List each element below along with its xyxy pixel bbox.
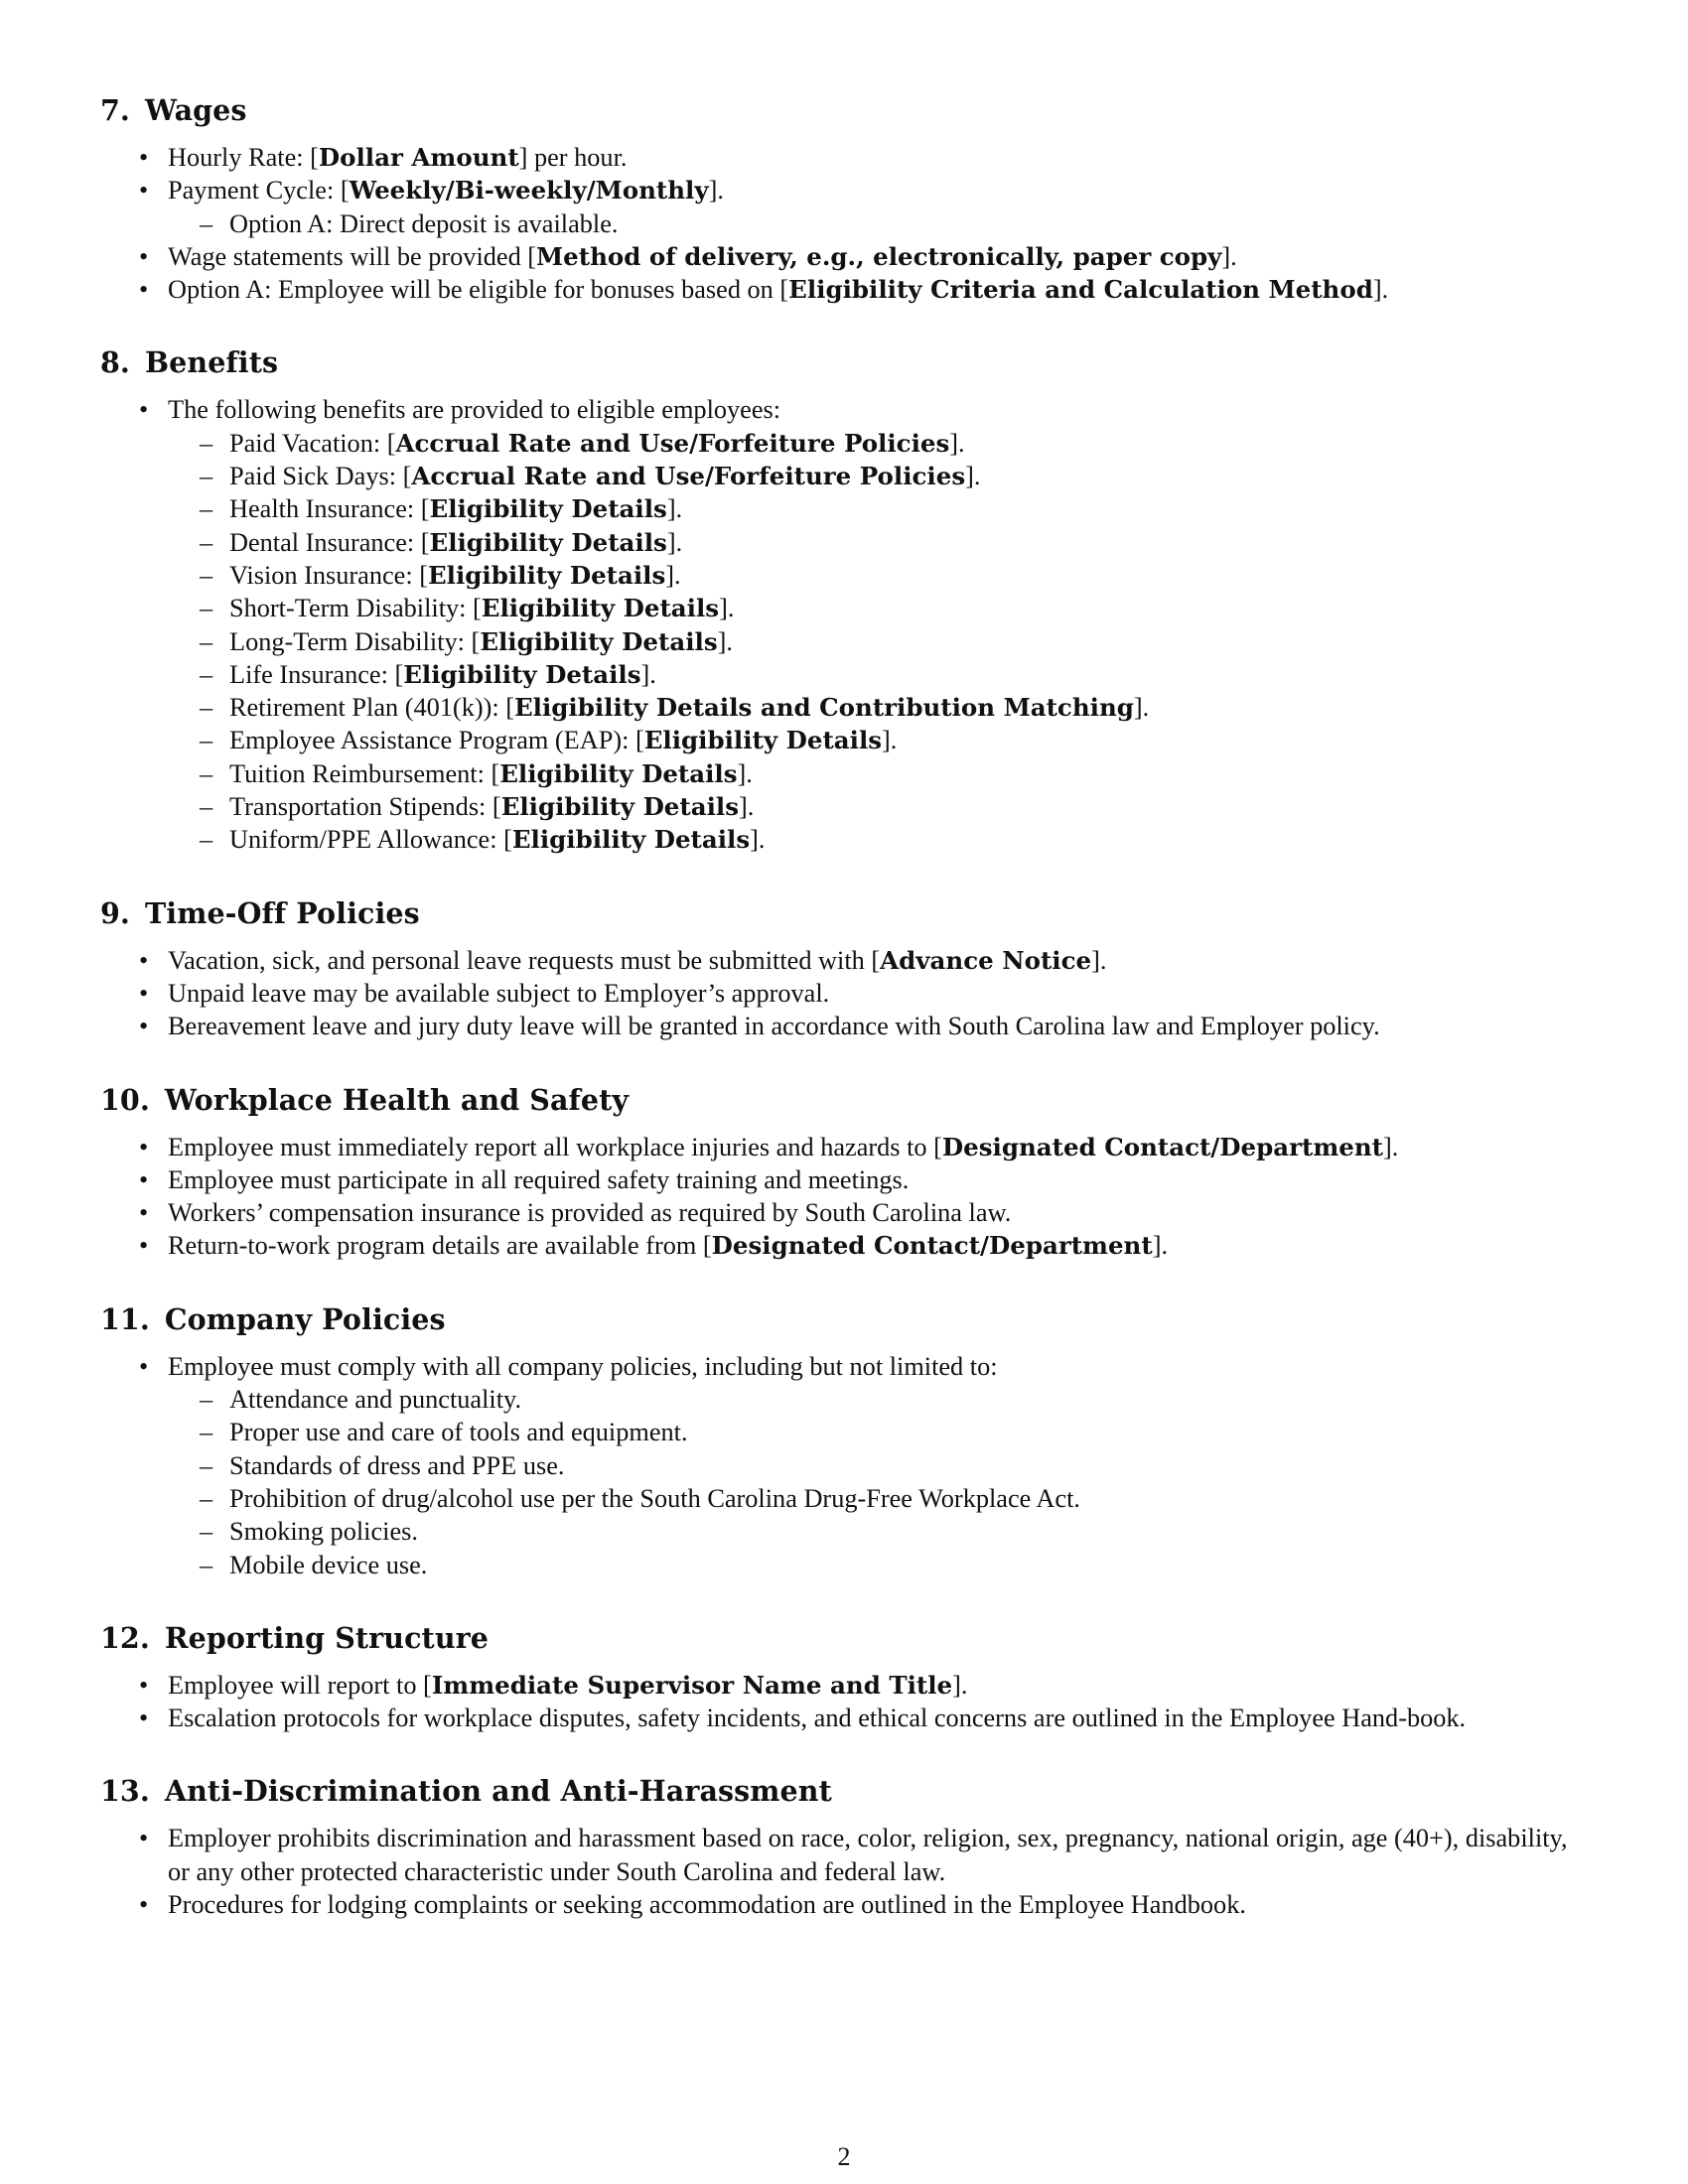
text-run: Return-to-work program details are available from [	[168, 1231, 712, 1261]
section-title: Wages	[144, 93, 247, 127]
placeholder-field: Method of delivery, e.g., electronically, paper copy	[536, 241, 1222, 271]
sub-list-item	[100, 427, 1595, 460]
placeholder-field: Eligibility Details	[429, 494, 667, 524]
text-run: ].	[666, 494, 683, 524]
bullet-icon: •	[139, 176, 149, 205]
placeholder-field: Designated Contact/Department	[941, 1132, 1383, 1161]
dash-icon: –	[200, 1483, 213, 1513]
text-run: Wage statements will be provided [	[168, 241, 537, 271]
dash-icon: –	[200, 1450, 213, 1480]
sub-list-item	[100, 526, 1595, 559]
text-run: Procedures for lodging complaints or seeking accommodation are outlined in the Employee Handbook.	[168, 1889, 1246, 1919]
list-item	[100, 1888, 1595, 1921]
section-heading	[100, 894, 1595, 932]
list-item	[100, 393, 1595, 856]
text-run: Employee Assistance Program (EAP): [	[229, 726, 644, 755]
text-run: Standards of dress and PPE use.	[229, 1450, 565, 1480]
list-item	[100, 174, 1595, 240]
text-run: Hourly Rate: [	[168, 143, 319, 172]
section	[100, 343, 1595, 856]
dash-icon: –	[200, 462, 213, 491]
section-number: 11.	[100, 1301, 150, 1336]
list-item	[100, 1822, 1595, 1888]
dash-icon: –	[200, 758, 213, 788]
dash-icon: –	[200, 1418, 213, 1447]
bullet-list	[100, 141, 1595, 306]
text-run: ].	[665, 560, 681, 590]
text-run: Workers’ compensation insurance is provided as required by South Carolina law.	[168, 1198, 1012, 1228]
list-item	[100, 1131, 1595, 1163]
section-title: Workplace Health and Safety	[164, 1082, 630, 1117]
sub-list-item	[100, 691, 1595, 724]
bullet-icon: •	[139, 1012, 149, 1041]
sub-list-item	[100, 207, 1595, 240]
text-run: Unpaid leave may be available subject to Employer’s approval.	[168, 978, 830, 1008]
list-item	[100, 1229, 1595, 1262]
list-item	[100, 1196, 1595, 1229]
text-run: Proper use and care of tools and equipment.	[229, 1418, 688, 1447]
bullet-icon: •	[139, 978, 149, 1008]
text-run: ].	[965, 462, 981, 491]
section-number: 7.	[100, 93, 130, 127]
bullet-icon: •	[139, 1132, 149, 1161]
section-title: Benefits	[144, 345, 279, 380]
dash-icon: –	[200, 792, 213, 822]
section-heading	[100, 1619, 1595, 1657]
dash-icon: –	[200, 693, 213, 723]
text-run: ].	[952, 1670, 968, 1700]
bullet-icon: •	[139, 1704, 149, 1733]
text-run: Retirement Plan (401(k)): [	[229, 693, 514, 723]
text-run: ].	[1091, 945, 1107, 975]
text-run: ].	[1133, 693, 1150, 723]
section-title: Time-Off Policies	[144, 895, 420, 930]
dash-icon: –	[200, 494, 213, 524]
page-number: 2	[837, 2142, 851, 2171]
text-run: Tuition Reimbursement: [	[229, 758, 500, 788]
bullet-icon: •	[139, 241, 149, 271]
list-item	[100, 1669, 1595, 1702]
text-run: ].	[1372, 275, 1389, 305]
list-item	[100, 1702, 1595, 1734]
sub-list-item	[100, 724, 1595, 756]
bullet-icon: •	[139, 275, 149, 305]
text-run: Short-Term Disability: [	[229, 594, 482, 623]
text-run: Prohibition of drug/alcohol use per the South Carolina Drug-Free Workplace Act.	[229, 1483, 1080, 1513]
text-run: ].	[1221, 241, 1237, 271]
section-heading	[100, 1772, 1595, 1810]
section-heading	[100, 343, 1595, 381]
sub-list-item	[100, 823, 1595, 856]
bullet-icon: •	[139, 395, 149, 425]
dash-icon: –	[200, 726, 213, 755]
list-item	[100, 1350, 1595, 1581]
text-run: Transportation Stipends: [	[229, 792, 501, 822]
dash-icon: –	[200, 825, 213, 855]
section-number: 9.	[100, 895, 130, 930]
text-run: Employee must participate in all required safety training and meetings.	[168, 1164, 910, 1194]
section-heading	[100, 1300, 1595, 1338]
text-run: The following benefits are provided to eligible employees:	[168, 395, 781, 425]
text-run: ].	[708, 176, 724, 205]
sub-list-item	[100, 592, 1595, 624]
list-item	[100, 1163, 1595, 1196]
placeholder-field: Eligibility Details	[499, 758, 738, 788]
sub-list-item	[100, 658, 1595, 691]
text-run: Vacation, sick, and personal leave requests must be submitted with [	[168, 945, 881, 975]
bullet-list	[100, 393, 1595, 856]
bullet-list	[100, 1131, 1595, 1263]
dash-icon: –	[200, 527, 213, 557]
text-run: ].	[737, 758, 753, 788]
sub-list-item	[100, 1482, 1595, 1515]
section	[100, 894, 1595, 1043]
section	[100, 91, 1595, 306]
text-run: Bereavement leave and jury duty leave will be granted in accordance with South Carolina law and Employer policy.	[168, 1012, 1380, 1041]
sub-list-item	[100, 492, 1595, 525]
section-number: 8.	[100, 345, 130, 380]
section-heading	[100, 91, 1595, 129]
placeholder-field: Eligibility Details	[511, 825, 751, 855]
placeholder-field: Immediate Supervisor Name and Title	[431, 1670, 953, 1700]
placeholder-field: Eligibility Details	[427, 560, 666, 590]
bullet-icon: •	[139, 1198, 149, 1228]
bullet-icon: •	[139, 143, 149, 172]
dash-icon: –	[200, 594, 213, 623]
dash-icon: –	[200, 626, 213, 656]
text-run: ].	[719, 594, 735, 623]
bullet-icon: •	[139, 1231, 149, 1261]
placeholder-field: Eligibility Details	[429, 527, 667, 557]
bullet-list	[100, 1822, 1595, 1921]
text-run: Health Insurance: [	[229, 494, 430, 524]
list-item	[100, 977, 1595, 1010]
sub-list-item	[100, 1416, 1595, 1448]
text-run: ].	[739, 792, 755, 822]
list-item	[100, 273, 1595, 306]
text-run: ] per hour.	[518, 143, 628, 172]
sub-list-item	[100, 559, 1595, 592]
section-title: Company Policies	[164, 1301, 446, 1336]
bullet-icon: •	[139, 1889, 149, 1919]
text-run: ].	[750, 825, 766, 855]
text-run: Mobile device use.	[229, 1550, 428, 1579]
section-heading	[100, 1081, 1595, 1119]
bullet-icon: •	[139, 1164, 149, 1194]
placeholder-field: Designated Contact/Department	[711, 1231, 1153, 1261]
section	[100, 1619, 1595, 1735]
dash-icon: –	[200, 659, 213, 689]
list-item	[100, 944, 1595, 977]
section-number: 12.	[100, 1620, 150, 1655]
text-run: Vision Insurance: [	[229, 560, 428, 590]
bullet-icon: •	[139, 1351, 149, 1381]
text-run: Payment Cycle: [	[168, 176, 350, 205]
text-run: Employee must comply with all company policies, including but not limited to:	[168, 1351, 998, 1381]
text-run: Option A: Direct deposit is available.	[229, 208, 619, 238]
text-run: Employer prohibits discrimination and harassment based on race, color, religion, sex, pregnancy, national origin, age (40+), disability, or any other protected characteristic under South Carolina and federal law.	[168, 1824, 1568, 1886]
text-run: Uniform/PPE Allowance: [	[229, 825, 512, 855]
bullet-icon: •	[139, 945, 149, 975]
text-run: Attendance and punctuality.	[229, 1385, 522, 1415]
sub-list-item	[100, 1549, 1595, 1581]
sub-list-item	[100, 1383, 1595, 1416]
placeholder-field: Eligibility Details	[500, 792, 739, 822]
placeholder-field: Eligibility Criteria and Calculation Method	[788, 275, 1373, 305]
text-run: Paid Vacation: [	[229, 428, 396, 458]
section	[100, 1772, 1595, 1921]
placeholder-field: Eligibility Details	[480, 626, 718, 656]
list-item	[100, 1010, 1595, 1042]
text-run: Life Insurance: [	[229, 659, 404, 689]
placeholder-field: Eligibility Details	[481, 594, 720, 623]
bullet-list	[100, 944, 1595, 1043]
bullet-icon: •	[139, 1670, 149, 1700]
bullet-list	[100, 1350, 1595, 1581]
section-title: Reporting Structure	[164, 1620, 489, 1655]
sub-list-item	[100, 460, 1595, 492]
list-item	[100, 141, 1595, 174]
dash-icon: –	[200, 1385, 213, 1415]
placeholder-field: Eligibility Details	[643, 726, 883, 755]
section-number: 13.	[100, 1774, 150, 1809]
text-run: Escalation protocols for workplace disputes, safety incidents, and ethical concerns are outlined in the Employee Hand-book.	[168, 1704, 1467, 1733]
dash-icon: –	[200, 560, 213, 590]
document-page	[100, 91, 1595, 1959]
bullet-icon: •	[139, 1824, 149, 1853]
dash-icon: –	[200, 428, 213, 458]
placeholder-field: Weekly/Bi-weekly/Monthly	[349, 176, 709, 205]
text-run: Dental Insurance: [	[229, 527, 430, 557]
text-run: ].	[882, 726, 898, 755]
text-run: ].	[1382, 1132, 1399, 1161]
dash-icon: –	[200, 1517, 213, 1547]
section-title: Anti-Discrimination and Anti-Harassment	[164, 1774, 832, 1809]
text-run: Paid Sick Days: [	[229, 462, 412, 491]
placeholder-field: Dollar Amount	[318, 143, 519, 172]
dash-icon: –	[200, 208, 213, 238]
text-run: ].	[666, 527, 683, 557]
text-run: Employee will report to [	[168, 1670, 432, 1700]
text-run: Option A: Employee will be eligible for bonuses based on [	[168, 275, 789, 305]
text-run: ].	[1152, 1231, 1169, 1261]
text-run: Employee must immediately report all workplace injuries and hazards to [	[168, 1132, 942, 1161]
sub-list-item	[100, 790, 1595, 823]
placeholder-field: Eligibility Details	[403, 659, 641, 689]
dash-icon: –	[200, 1550, 213, 1579]
text-run: ].	[949, 428, 965, 458]
sub-list-item	[100, 1449, 1595, 1482]
text-run: ].	[640, 659, 656, 689]
sub-list-item	[100, 625, 1595, 658]
section	[100, 1300, 1595, 1581]
placeholder-field: Eligibility Details and Contribution Matching	[514, 693, 1134, 723]
text-run: Long-Term Disability: [	[229, 626, 481, 656]
bullet-list	[100, 1669, 1595, 1735]
sub-list-item	[100, 1515, 1595, 1548]
section-number: 10.	[100, 1082, 150, 1117]
placeholder-field: Advance Notice	[880, 945, 1092, 975]
list-item	[100, 240, 1595, 273]
text-run: Smoking policies.	[229, 1517, 418, 1547]
text-run: ].	[717, 626, 733, 656]
placeholder-field: Accrual Rate and Use/Forfeiture Policies	[395, 428, 950, 458]
sub-list-item	[100, 757, 1595, 790]
section	[100, 1081, 1595, 1263]
placeholder-field: Accrual Rate and Use/Forfeiture Policies	[411, 462, 966, 491]
